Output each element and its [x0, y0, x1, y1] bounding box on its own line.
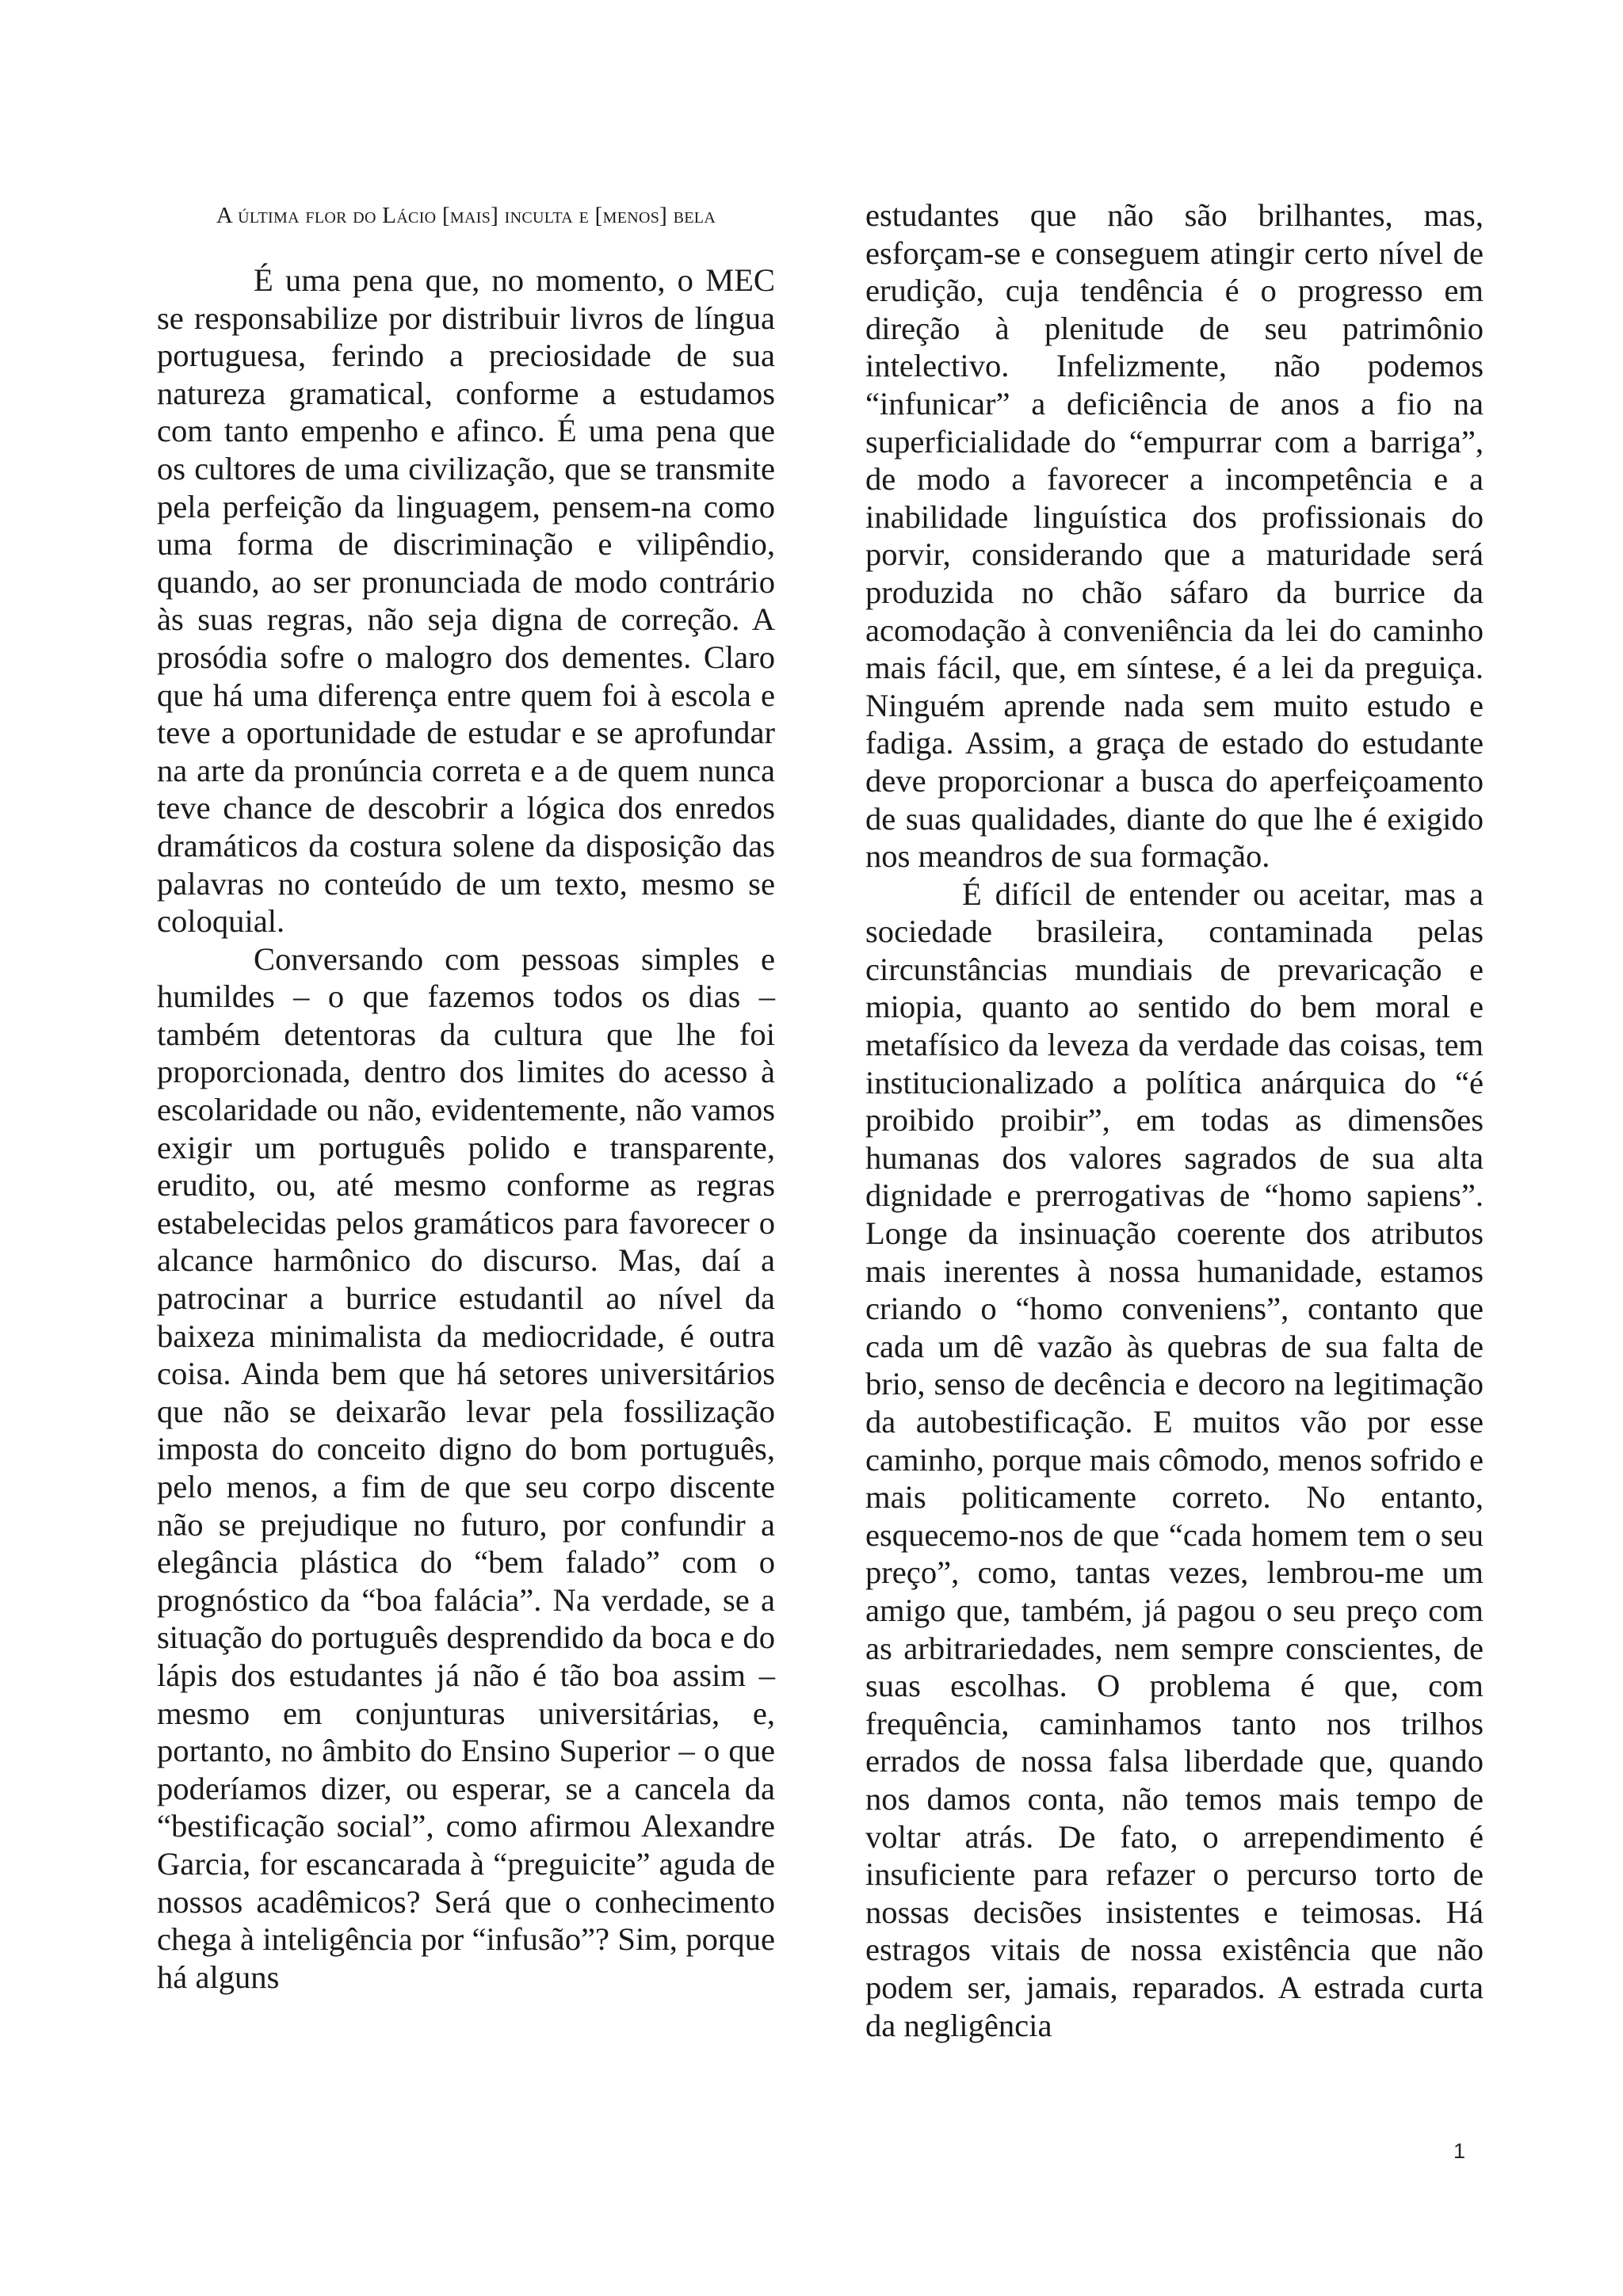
article-title: A última flor do Lácio [mais] inculta e [menos] bela	[216, 203, 716, 228]
left-column	[157, 196, 775, 1996]
paragraph-1: É uma pena que, no momento, o MEC se responsabilize por distribuir livros de língua portuguesa, ferindo a preciosidade de sua natureza gramatical, conforme a estudamos com tanto empenho e afinco. É uma pena que os cultores de uma civilização, que se transmite pela perfeição da linguagem, pensem-na como uma forma de discriminação e vilipêndio, quando, ao ser pronunciada de modo contrário às suas regras, não seja digna de correção. A prosódia sofre o malogro dos dementes. Claro que há uma diferença entre quem foi à escola e teve a oportunidade de estudar e se aprofundar na arte da pronúncia correta e a de quem nunca teve chance de descobrir a lógica dos enredos dramáticos da costura solene da disposição das palavras no conteúdo de um texto, mesmo se coloquial.	[157, 262, 775, 940]
page-number: 1	[1453, 2139, 1466, 2163]
paragraph-2: Conversando com pessoas simples e humildes – o que fazemos todos os dias – também detentoras da cultura que lhe foi proporcionada, dentro dos limites do acesso à escolaridade ou não, evidentemente, não vamos exigir um português polido e transparente, erudito, ou, até mesmo conforme as regras estabelecidas pelos gramáticos para favorecer o alcance harmônico do discurso. Mas, daí a patrocinar a burrice estudantil ao nível da baixeza minimalista da mediocridade, é outra coisa. Ainda bem que há setores universitários que não se deixarão levar pela fossilização imposta do conceito digno do bom português, pelo menos, a fim de que seu corpo discente não se prejudique no futuro, por confundir a elegância plástica do “bem falado” com o prognóstico da “boa falácia”. Na verdade, se a situação do português desprendido da boca e do lápis dos estudantes já não é tão boa assim – mesmo em conjunturas universitárias, e, portanto, no âmbito do Ensino Superior – o que poderíamos dizer, ou esperar, se a cancela da “bestificação social”, como afirmou Alexandre Garcia, for escancarada à “preguicite” aguda de nossos acadêmicos? Será que o conhecimento chega à inteligência por “infusão”? Sim, porque há alguns	[157, 940, 775, 1995]
paragraph-2-continuation: estudantes que não são brilhantes, mas, esforçam-se e conseguem atingir certo nível de erudição, cuja tendência é o progresso em direção à plenitude de seu patrimônio intelectivo. Infelizmente, não podemos “infunicar” a deficiência de anos a fio na superficialidade do “empurrar com a barriga”, de modo a favorecer a incompetência e a inabilidade linguística dos profissionais do porvir, considerando que a maturidade será produzida no chão sáfaro da burrice da acomodação à conveniência da lei do caminho mais fácil, que, em síntese, é a lei da preguiça. Ninguém aprende nada sem muito estudo e fadiga. Assim, a graça de estado do estudante deve proporcionar a busca do aperfeiçoamento de suas qualidades, diante do que lhe é exigido nos meandros de sua formação.	[865, 197, 1484, 875]
paragraph-3: É difícil de entender ou aceitar, mas a sociedade brasileira, contaminada pelas circunstâncias mundiais de prevaricação e miopia, quanto ao sentido do bem moral e metafísico da leveza da verdade das coisas, tem institucionalizado a política anárquica do “é proibido proibir”, em todas as dimensões humanas dos valores sagrados de sua alta dignidade e prerrogativas de “homo sapiens”. Longe da insinuação coerente dos atributos mais inerentes à nossa humanidade, estamos criando o “homo conveniens”, contanto que cada um dê vazão às quebras de sua falta de brio, senso de decência e decoro na legitimação da autobestificação. E muitos vão por esse caminho, porque mais cômodo, menos sofrido e mais politicamente correto. No entanto, esquecemo-nos de que “cada homem tem o seu preço”, como, tantas vezes, lembrou-me um amigo que, também, já pagou o seu preço com as arbitrariedades, nem sempre conscientes, de suas escolhas. O problema é que, com frequência, caminhamos tanto nos trilhos errados de nossa falsa liberdade que, quando nos damos conta, não temos mais tempo de voltar atrás. De fato, o arrependimento é insuficiente para refazer o percurso torto de nossas decisões insistentes e teimosas. Há estragos vitais de nossa existência que não podem ser, jamais, reparados. A estrada curta da negligência	[865, 875, 1484, 2043]
right-column	[865, 196, 1484, 2044]
